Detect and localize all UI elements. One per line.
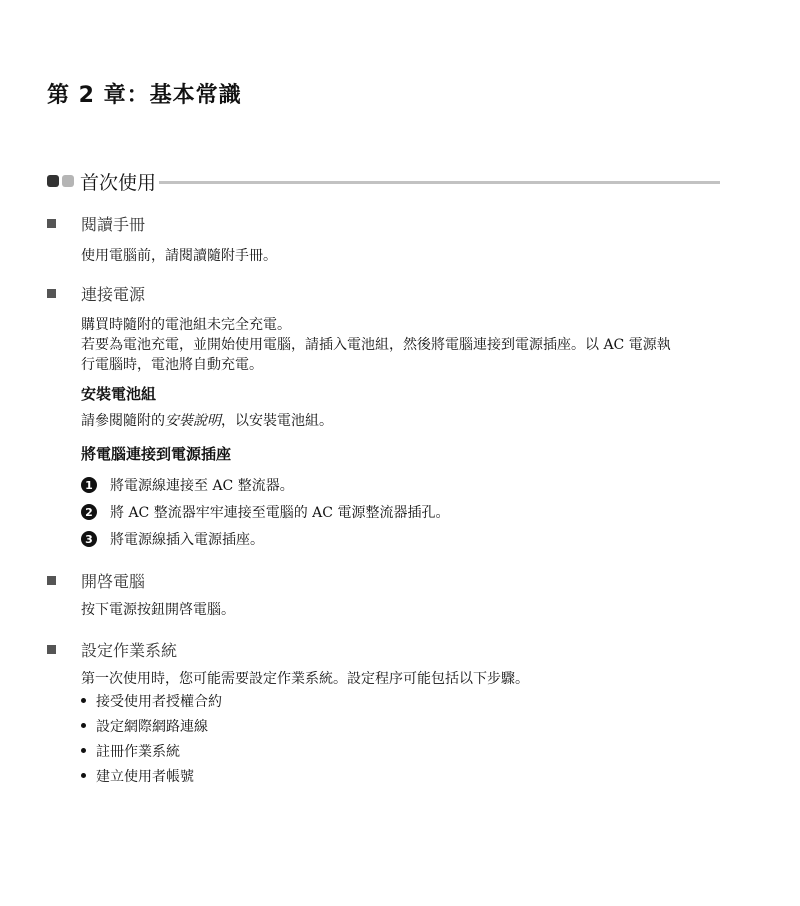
square-bullet-icon — [47, 219, 56, 228]
list-item: 註冊作業系統 — [81, 738, 222, 763]
configure-os-text: 第一次使用時，您可能需要設定作業系統。設定程序可能包括以下步驟。 — [81, 671, 529, 687]
square-bullet-icon — [47, 289, 56, 298]
step-text: 將 AC 整流器牢牢連接至電腦的 AC 電源整流器插孔。 — [110, 505, 450, 521]
subheading-power-on — [47, 569, 145, 592]
connect-power-line-3: 行電腦時，電池將自動充電。 — [81, 357, 263, 373]
section-header — [47, 168, 720, 194]
subheading-label: 設定作業系統 — [81, 641, 178, 660]
section-marker-dark-icon — [47, 175, 59, 187]
setup-steps-list — [81, 688, 222, 788]
list-item: 建立使用者帳號 — [81, 763, 222, 788]
subheading-configure-os — [47, 638, 177, 661]
bullet-dot-icon — [81, 698, 86, 703]
square-bullet-icon — [47, 645, 56, 654]
bullet-dot-icon — [81, 723, 86, 728]
step-text: 將電源線插入電源插座。 — [110, 532, 264, 548]
install-battery-heading: 安裝電池組 — [81, 385, 157, 403]
power-on-text: 按下電源按鈕開啓電腦。 — [81, 602, 235, 618]
read-manual-text: 使用電腦前，請閱讀隨附手冊。 — [81, 248, 277, 264]
step-number-1-icon: 1 — [81, 477, 97, 493]
connect-power-line-1: 購買時隨附的電池組未完全充電。 — [81, 317, 291, 333]
section-divider — [159, 181, 720, 184]
bullet-dot-icon — [81, 773, 86, 778]
subheading-connect-power — [47, 282, 145, 305]
subheading-label: 閱讀手冊 — [81, 215, 146, 234]
bullet-dot-icon — [81, 748, 86, 753]
section-title: 首次使用 — [80, 171, 157, 194]
list-item: 設定網際網路連線 — [81, 713, 222, 738]
install-battery-text: 請參閱隨附的安裝說明，以安裝電池組。 — [81, 413, 333, 429]
connect-outlet-heading: 將電腦連接到電源插座 — [81, 445, 232, 463]
subheading-read-manual — [47, 212, 145, 235]
list-item: 接受使用者授權合約 — [81, 688, 222, 713]
step-text: 將電源線連接至 AC 整流器。 — [110, 478, 294, 494]
subheading-label: 連接電源 — [81, 285, 146, 304]
step-2 — [81, 502, 449, 522]
setup-guide-reference: 安裝說明 — [165, 413, 221, 429]
chapter-title: 第 2 章：基本常識 — [47, 83, 242, 108]
square-bullet-icon — [47, 576, 56, 585]
subheading-label: 開啓電腦 — [81, 572, 146, 591]
step-1 — [81, 475, 294, 495]
step-number-2-icon: 2 — [81, 504, 97, 520]
step-3 — [81, 529, 264, 549]
connect-power-line-2: 若要為電池充電，並開始使用電腦，請插入電池組，然後將電腦連接到電源插座。以 AC 電源執 — [81, 337, 671, 353]
section-marker-light-icon — [62, 175, 74, 187]
step-number-3-icon: 3 — [81, 531, 97, 547]
